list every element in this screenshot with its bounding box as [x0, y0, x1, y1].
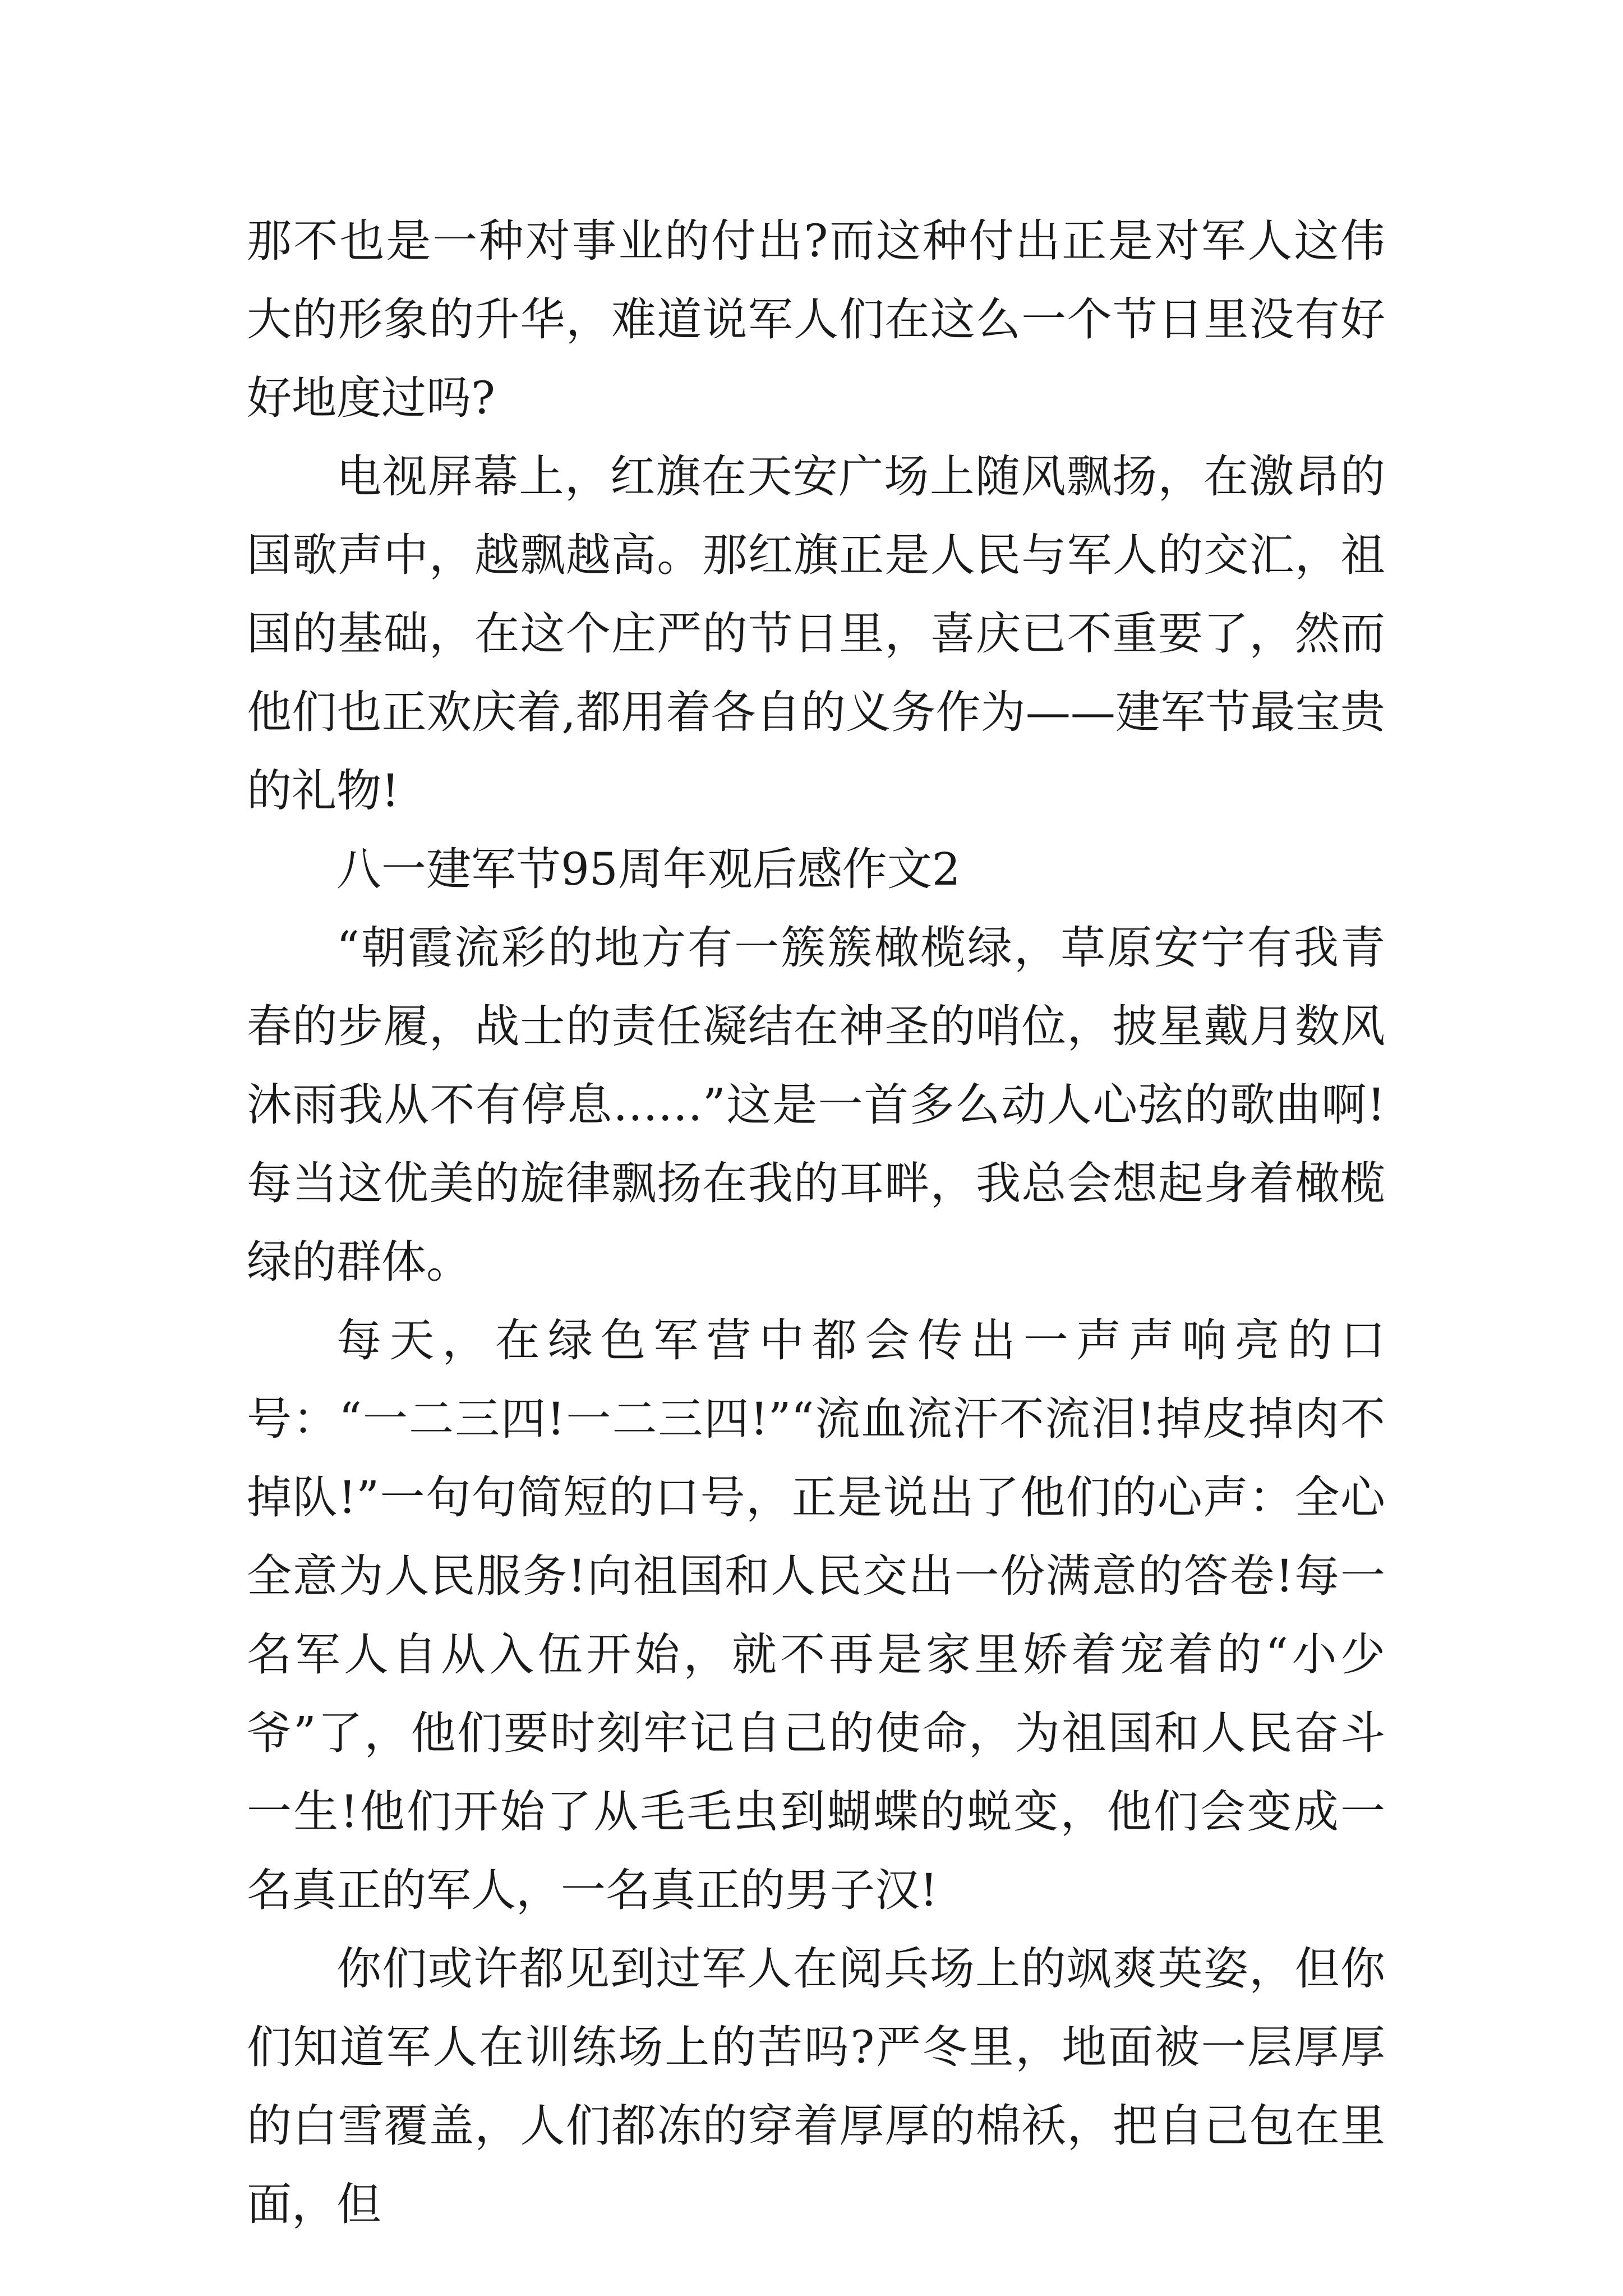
paragraph-4: 每天，在绿色军营中都会传出一声声响亮的口号：“一二三四!一二三四!”“流血流汗不流泪!掉皮掉肉不掉队!”一句句简短的口号，正是说出了他们的心声：全心全意为人民服务!向祖国和人民交出一份满意的答卷!每一名军人自从入伍开始，就不再是家里娇着宠着的“小少爷”了，他们要时刻牢记自己的使命，为祖国和人民奋斗一生!他们开始了从毛毛虫到蝴蝶的蜕变，他们会变成一名真正的军人，一名真正的男子汉!	[247, 1314, 1385, 1916]
paragraph-2: 电视屏幕上，红旗在天安广场上随风飘扬，在激昂的国歌声中，越飘越高。那红旗正是人民与军人的交汇，祖国的基础，在这个庄严的节日里，喜庆已不重要了，然而他们也正欢庆着,都用着各自的义务作为——建军节最宝贵的礼物!	[247, 450, 1385, 817]
paragraph-5: 你们或许都见到过军人在阅兵场上的飒爽英姿，但你们知道军人在训练场上的苦吗?严冬里，地面被一层厚厚的白雪覆盖，人们都冻的穿着厚厚的棉袄，把自己包在里面，但	[247, 1943, 1385, 2230]
paragraph-3: “朝霞流彩的地方有一簇簇橄榄绿，草原安宁有我青春的步履，战士的责任凝结在神圣的哨位，披星戴月数风沐雨我从不有停息……”这是一首多么动人心弦的歌曲啊!每当这优美的旋律飘扬在我的耳畔，我总会想起身着橄榄绿的群体。	[247, 922, 1385, 1288]
paragraph-1: 那不也是一种对事业的付出?而这种付出正是对军人这伟大的形象的升华，难道说军人们在这么一个节日里没有好好地度过吗?	[247, 215, 1385, 424]
document-body	[247, 202, 1385, 2244]
section-title: 八一建军节95周年观后感作文2	[336, 843, 961, 895]
